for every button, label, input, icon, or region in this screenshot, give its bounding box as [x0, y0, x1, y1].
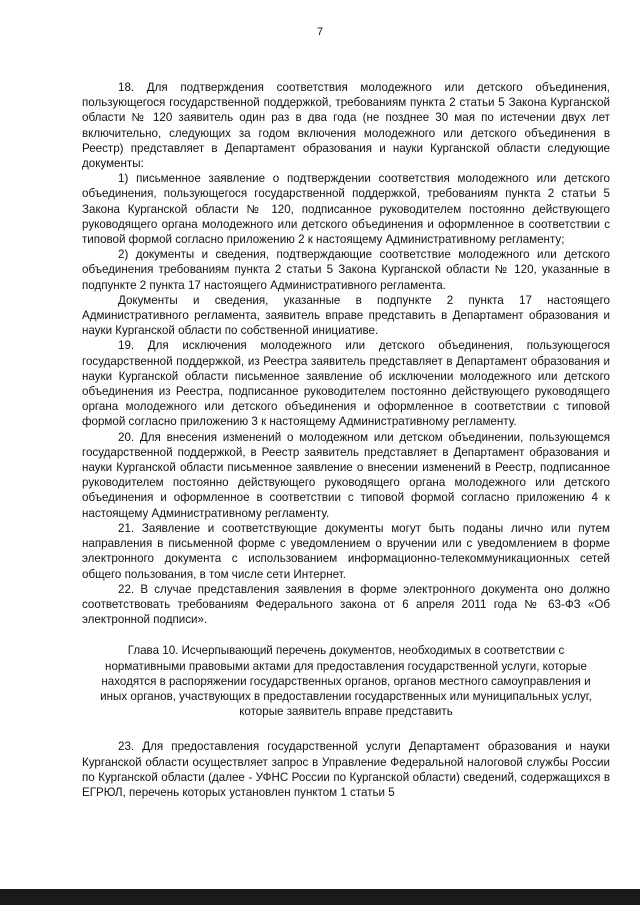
document-body: [82, 80, 610, 800]
paragraph-21: 21. Заявление и соответствующие документы могут быть поданы лично или путем направления в письменной форме с уведомлением о вручении или с уведомлением в форме электронного документа с использованием информационно-телекоммуникационных сетей общего пользования, в том числе сети Интернет.: [82, 521, 610, 581]
scan-bottom-edge: [0, 889, 640, 905]
paragraph-19: 19. Для исключения молодежного или детского объединения, пользующегося государственной поддержкой, из Реестра заявитель представляет в Департамент образования и науки Курганской области письменное заявление об исключении молодежного или детского объединения из Реестра, подписанное руководителем постоянно действующего руководящего органа молодежного или детского объединения и оформленное в соответствии с типовой формой согласно приложению 3 к настоящему Административному регламенту.: [82, 339, 610, 429]
paragraph-23: 23. Для предоставления государственной услуги Департамент образования и науки Курганской области осуществляет запрос в Управление Федеральной налоговой службы России по Курганской области (далее - УФНС России по Курганской области) сведений, содержащихся в ЕГРЮЛ, перечень которых установлен пунктом 1 статьи 5: [82, 740, 610, 799]
paragraph-22: 22. В случае представления заявления в форме электронного документа оно должно соответствовать требованиям Федерального закона от 6 апреля 2011 года № 63-ФЗ «Об электронной подписи».: [82, 582, 610, 627]
paragraph-18-note: Документы и сведения, указанные в подпункте 2 пункта 17 настоящего Административного регламента, заявитель вправе представить в Департамент образования и науки Курганской области по собственной инициативе.: [82, 293, 610, 338]
chapter-10-heading: Глава 10. Исчерпывающий перечень документов, необходимых в соответствии с нормативными правовыми актами для предоставления государственной услуги, которые находятся в распоряжении государственных органов, органов местного самоуправления и иных органов, участвующих в предоставлении государственных или муниципальных услуг, которые заявитель вправе представить: [100, 644, 592, 719]
page-number: 7: [316, 26, 324, 38]
paragraph-18-item-1: 1) письменное заявление о подтверждении соответствия молодежного или детского объединения, пользующегося государственной поддержкой, требованиям пункта 2 статьи 5 Закона Курганской области № 120, подписанное руководителем постоянно действующего руководящего органа молодежного или детского объединения и оформленное в соответствии с типовой формой согласно приложению 2 к настоящему Административному регламенту;: [82, 172, 610, 247]
paragraph-20: 20. Для внесения изменений о молодежном или детском объединении, пользующемся государственной поддержкой, в Реестр заявитель представляет в Департамент образования и науки Курганской области письменное заявление о внесении изменений в Реестр, подписанное руководителем постоянно действующего руководящего органа молодежного или детского объединения и оформленное в соответствии с типовой формой согласно приложению 4 к настоящему Административному регламенту.: [82, 430, 610, 520]
paragraph-18-item-2: 2) документы и сведения, подтверждающие соответствие молодежного или детского объединения требованиям пункта 2 статьи 5 Закона Курганской области № 120, указанные в подпункте 2 пункта 17 настоящего Административного регламента.: [82, 248, 610, 292]
paragraph-18: 18. Для подтверждения соответствия молодежного или детского объединения, пользующегося государственной поддержкой, требованиям пункта 2 статьи 5 Закона Курганской области № 120 заявитель один раз в два года (не позднее 30 мая по истечении двух лет включительно, следующих за годом включения молодежного или детского объединения в Реестр) представляет в Департамент образования и науки Курганской области следующие документы:: [82, 81, 610, 171]
